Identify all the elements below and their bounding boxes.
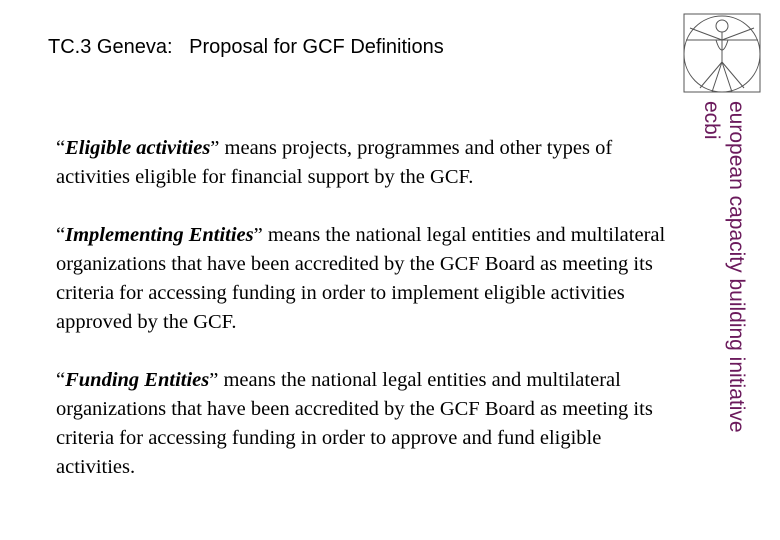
definition-text: means the national legal entities and multilateral organizations that have been accredited by the GCF Board as meeting its criteria for accessing funding in order to implement eligible activities approved by the GCF. [56,224,666,333]
definition-text: means the national legal entities and multilateral organizations that have been accredited by the GCF Board as meeting its criteria for accessing funding in order to approve and fund eligible activities. [56,369,653,478]
close-quote: ” [210,137,220,159]
definition-text: means projects, programmes and other types of activities eligible for financial support by the GCF. [56,137,613,188]
close-quote: ” [253,224,263,246]
definition-funding-entities [56,366,666,482]
definition-term: Implementing Entities [65,224,254,246]
ecbi-sidebar [697,101,749,519]
open-quote: “ [56,369,66,391]
definition-implementing-entities [56,221,666,337]
sidebar-acronym: ecbi [700,101,723,140]
definition-eligible-activities [56,134,666,192]
sidebar-org-name: european capacity building initiative [725,101,748,433]
open-quote: “ [56,224,66,246]
definitions-body [56,134,666,511]
open-quote: “ [56,137,66,159]
definition-term: Funding Entities [65,369,210,391]
slide-title: TC.3 Geneva: Proposal for GCF Definitions [48,36,444,58]
definition-term: Eligible activities [65,137,211,159]
close-quote: ” [209,369,219,391]
vitruvian-man-icon [680,10,764,96]
